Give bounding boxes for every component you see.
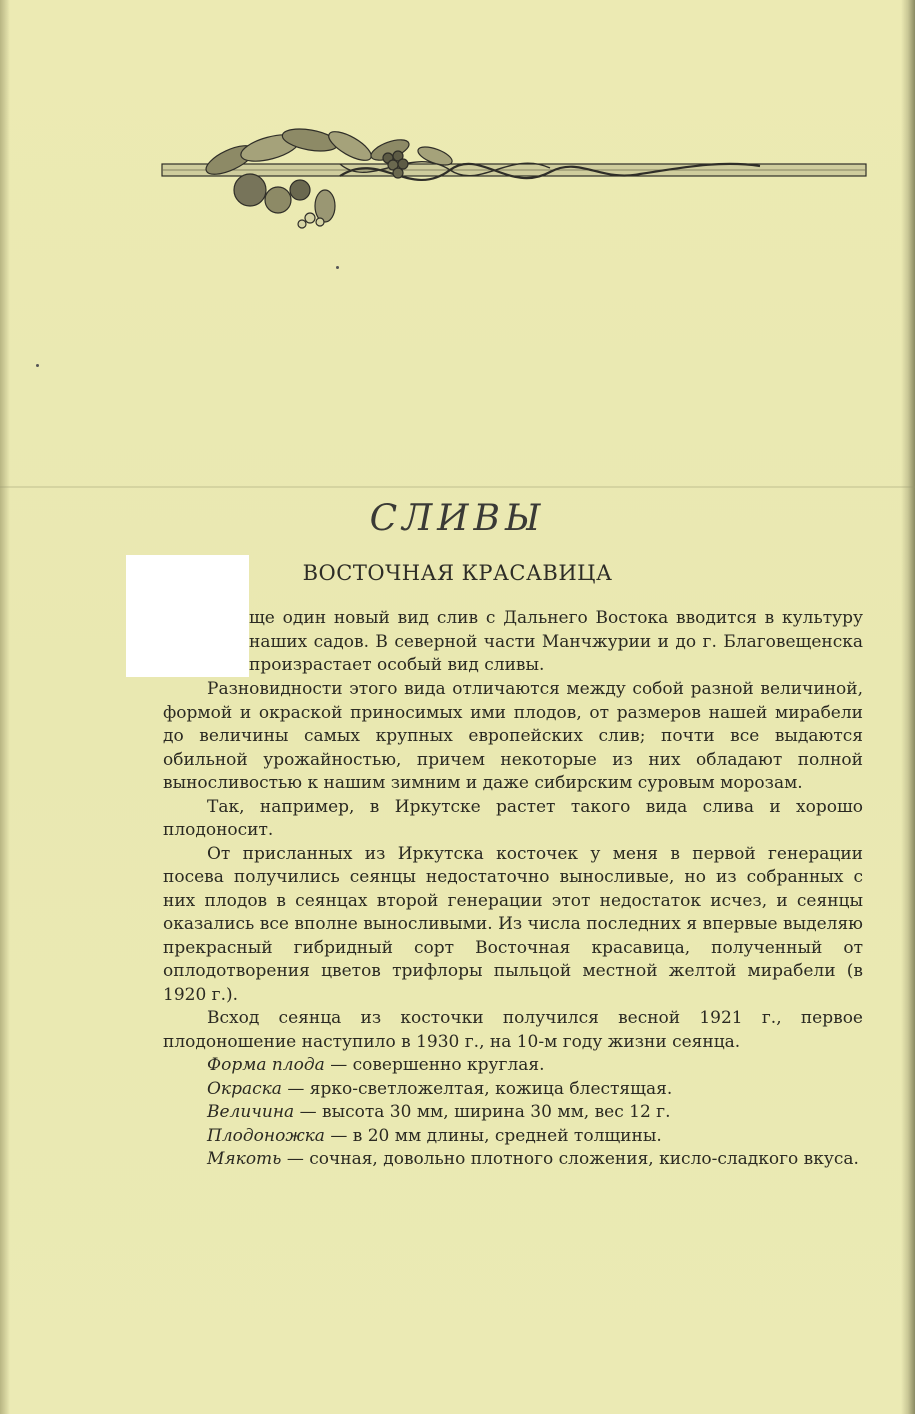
paragraph: Всход сеянца из косточки получился весной 1921 г., первое плодоношение наступило в 1930 г., на 10-м году жизни сеянца. — [163, 1008, 863, 1052]
attribute-text: — совершенно круглая. — [330, 1055, 545, 1075]
attribute-text: — высота 30 мм, ширина 30 мм, вес 12 г. — [299, 1102, 671, 1122]
attribute-label: Плодоножка — [207, 1125, 325, 1146]
attribute-label: Окраска — [207, 1078, 282, 1099]
attribute-flesh — [163, 1148, 863, 1172]
attribute-label: Форма плода — [207, 1055, 325, 1075]
page-right-edge — [901, 0, 915, 1414]
attribute-text: — в 20 мм длины, средней толщины. — [330, 1125, 662, 1146]
article-body — [163, 678, 863, 1172]
redacted-drop-cap — [126, 555, 249, 677]
opening-paragraph: ще один новый вид слив с Дальнего Востока вводится в культуру наших садов. В северной части Манчжурии и до г. Благовещенска произрастает особый вид сливы. — [249, 608, 863, 675]
ornamental-header-vignette — [160, 120, 870, 240]
attribute-text: — ярко-светложелтая, кожица блестящая. — [287, 1078, 673, 1099]
paragraph: Разновидности этого вида отличаются между собой разной величиной, формой и окраской приносимых ими плодов, от размеров нашей мирабели до величины самых крупных европейских слив; почти все выдаются обильной урожайностью, причем некоторые из них обладают полной выносливостью к нашим зимним и даже сибирским суровым морозам. — [163, 679, 863, 793]
attribute-form — [163, 1054, 863, 1078]
attribute-label: Величина — [207, 1102, 295, 1122]
attribute-label: Мякоть — [207, 1149, 282, 1169]
paragraph: От присланных из Иркутска косточек у меня в первой генерации посева получились сеянцы недостаточно выносливые, но из собранных с них плодов в сеянцах второй генерации этот недостаток исчез, и сеянцы оказались все вполне выносливыми. Из числа последних я впервые выделяю прекрасный гибридный сорт Восточная красавица, полученный от оплодотворения цветов трифлоры пыльцой местной желтой мирабели (в 1920 г.). — [163, 843, 863, 1005]
speck — [336, 266, 339, 269]
page-left-edge — [0, 0, 10, 1414]
attribute-color — [163, 1078, 863, 1102]
attribute-text: — сочная, довольно плотного сложения, кисло-сладкого вкуса. — [286, 1149, 859, 1169]
attribute-stem — [163, 1125, 863, 1149]
speck — [36, 364, 39, 367]
section-title: СЛИВЫ — [369, 498, 546, 539]
page-fold-line — [0, 486, 915, 488]
floral-vine-icon — [162, 125, 866, 228]
paragraph: Так, например, в Иркутске растет такого вида слива и хорошо плодоносит. — [163, 796, 863, 840]
variety-title: ВОСТОЧНАЯ КРАСАВИЦА — [302, 561, 613, 585]
attribute-size — [163, 1101, 863, 1125]
